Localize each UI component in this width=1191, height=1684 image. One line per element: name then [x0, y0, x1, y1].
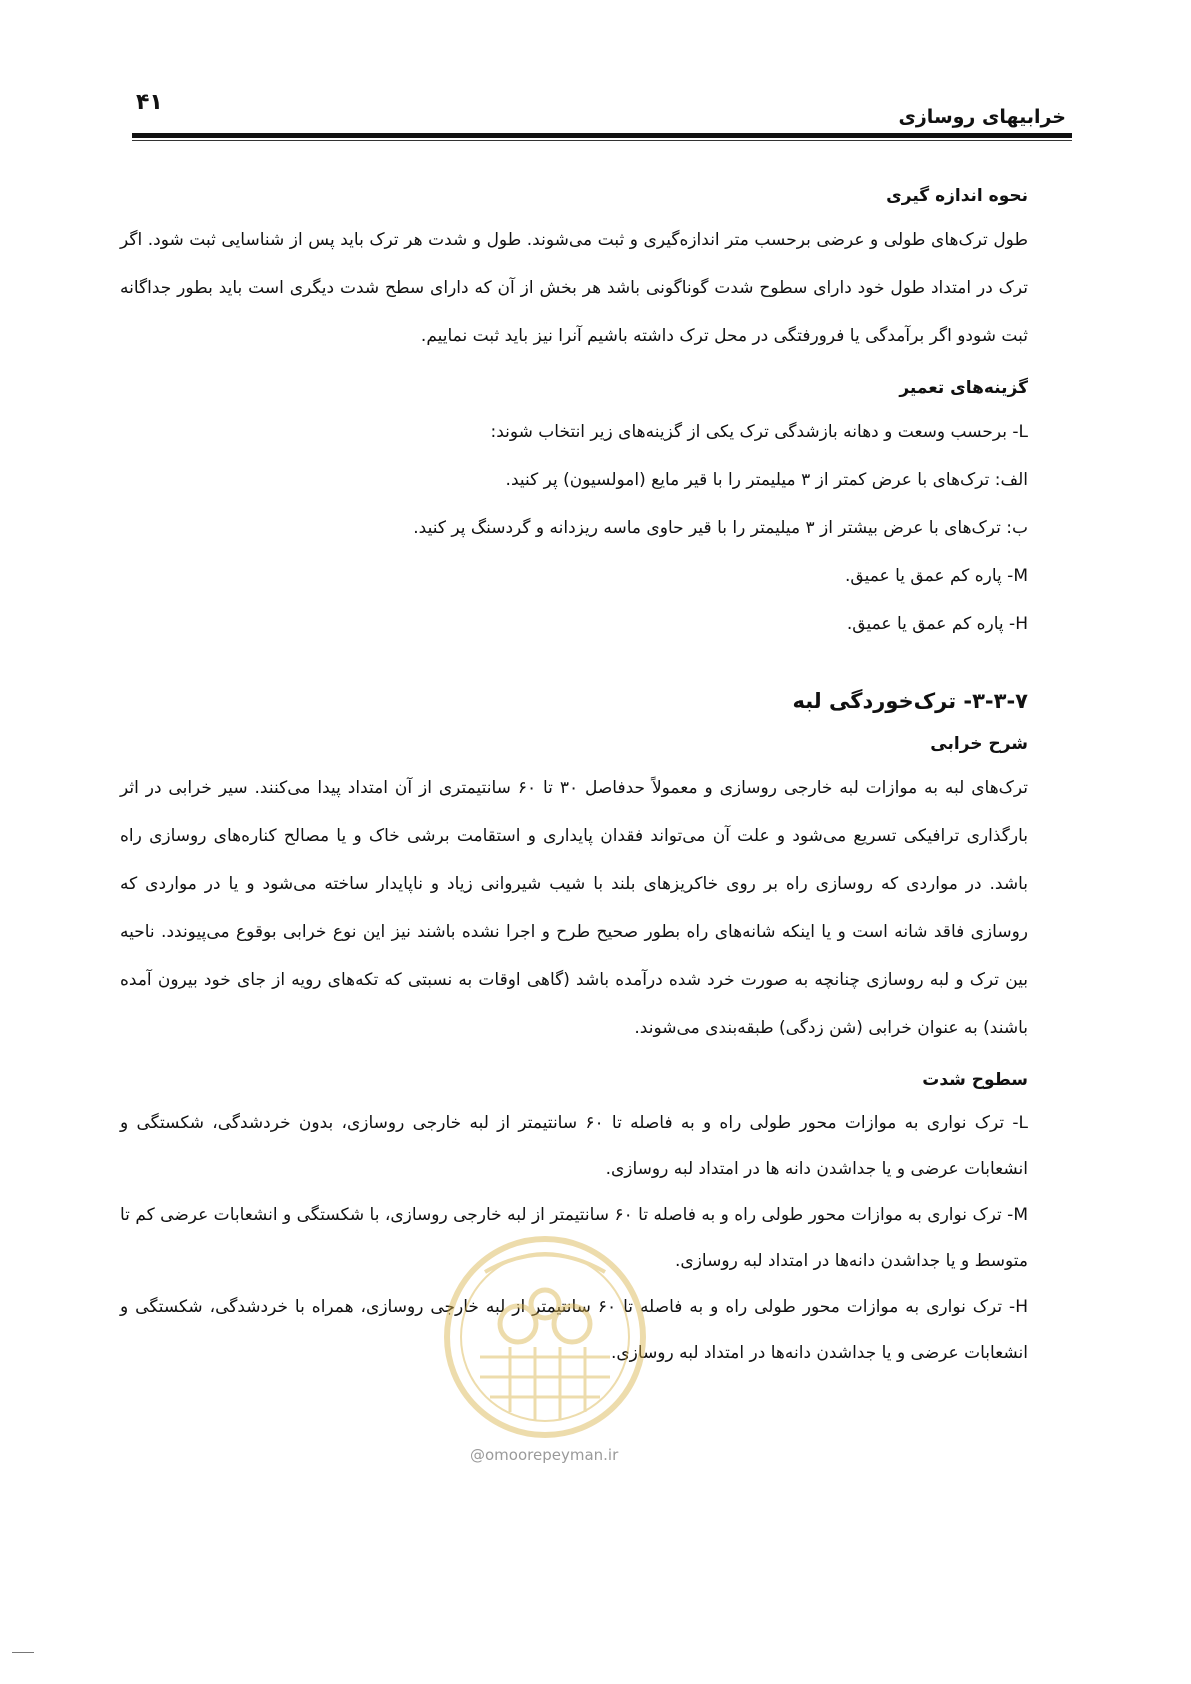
repair-option-h: H- پاره کم عمق یا عمیق.: [846, 614, 1028, 634]
description-heading: شرح خرابی: [930, 734, 1028, 754]
severity-levels-list: [120, 1100, 1028, 1376]
severity-level-h: H- ترک نواری به موازات محور طولی راه و به فاصله تا ۶۰ سانتیمتر از لبه خارجی روسازی، همراه با خردشدگی، شکستگی و انشعابات عرضی و یا جداشدن دانه‌ها در امتداد لبه روسازی.: [120, 1297, 1028, 1363]
repair-option-alef: الف: ترک‌های با عرض کمتر از ۳ میلیمتر را با قیر مایع (امولسیون) پر کنید.: [505, 470, 1028, 490]
watermark-site: @omoorepeyman.ir: [470, 1446, 619, 1464]
section-title: ۳-۳-۷- ترک‌خوردگی لبه: [792, 689, 1028, 713]
repair-heading: گزینه‌های تعمیر: [899, 378, 1028, 398]
header-rule-thin: [132, 140, 1072, 141]
severity-level-m: M- ترک نواری به موازات محور طولی راه و به فاصله تا ۶۰ سانتیمتر از لبه خارجی روسازی، با شکستگی و انشعابات عرضی کم تا متوسط و یا جداشدن دانه‌ها در امتداد لبه روسازی.: [120, 1205, 1028, 1271]
repair-option-m: M- پاره کم عمق یا عمیق.: [844, 566, 1028, 586]
measurement-paragraph: طول ترک‌های طولی و عرضی برحسب متر اندازه‌گیری و ثبت می‌شوند. طول و شدت هر ترک باید پس از شناسایی ثبت شود. اگر ترک در امتداد طول خود دارای سطوح شدت گوناگونی باشد هر بخش از آن که دارای سطح شدت دیگری است باید بطور جداگانه ثبت شودو اگر برآمدگی یا فرورفتگی در محل ترک داشته باشیم آنرا نیز باید ثبت نماییم.: [120, 230, 1028, 346]
severity-level-l: L- ترک نواری به موازات محور طولی راه و به فاصله تا ۶۰ سانتیمتر از لبه خارجی روسازی، بدون خردشدگی، شکستگی و انشعابات عرضی و یا جداشدن دانه ها در امتداد لبه روسازی.: [120, 1113, 1028, 1179]
description-paragraph: ترک‌های لبه به موازات لبه خارجی روسازی و معمولاً حدفاصل ۳۰ تا ۶۰ سانتیمتری از آن امتداد پیدا می‌کنند. سیر خرابی در اثر بارگذاری ترافیکی تسریع می‌شود و علت آن می‌تواند فقدان پایداری و استقامت برشی خاک و یا مصالح کناره‌های روسازی راه باشد. در مواردی که روسازی راه بر روی خاکریزهای بلند با شیب شیروانی زیاد و ناپایدار ساخته می‌شود و یا در مواردی که روسازی فاقد شانه است و یا اینکه شانه‌های راه بطور صحیح طرح و اجرا نشده باشند نیز این نوع خرابی بوقوع می‌پیوندد. ناحیه بین ترک و لبه روسازی چنانچه به صورت خرد شده درآمده باشد (گاهی اوقات به نسبتی که تکه‌های رویه از جای خود بیرون آمده باشند) به عنوان خرابی (شن زدگی) طبقه‌بندی می‌شوند.: [120, 778, 1028, 1038]
measurement-heading: نحوه اندازه گیری: [886, 186, 1028, 206]
scan-mark: [12, 1652, 34, 1653]
page-body: [120, 176, 1028, 1376]
header-rule-thick: [132, 133, 1072, 138]
repair-options-list: [120, 408, 1028, 648]
repair-option-be: ب: ترک‌های با عرض بیشتر از ۳ میلیمتر را با قیر حاوی ماسه ریزدانه و گردسنگ پر کنید.: [413, 518, 1028, 538]
running-title: خرابیهای روسازی: [898, 106, 1066, 128]
page-number: ۴۱: [136, 90, 163, 115]
severity-heading: سطوح شدت: [922, 1070, 1028, 1090]
repair-option-l: L- برحسب وسعت و دهانه بازشدگی ترک یکی از گزینه‌های زیر انتخاب شوند:: [490, 422, 1028, 442]
